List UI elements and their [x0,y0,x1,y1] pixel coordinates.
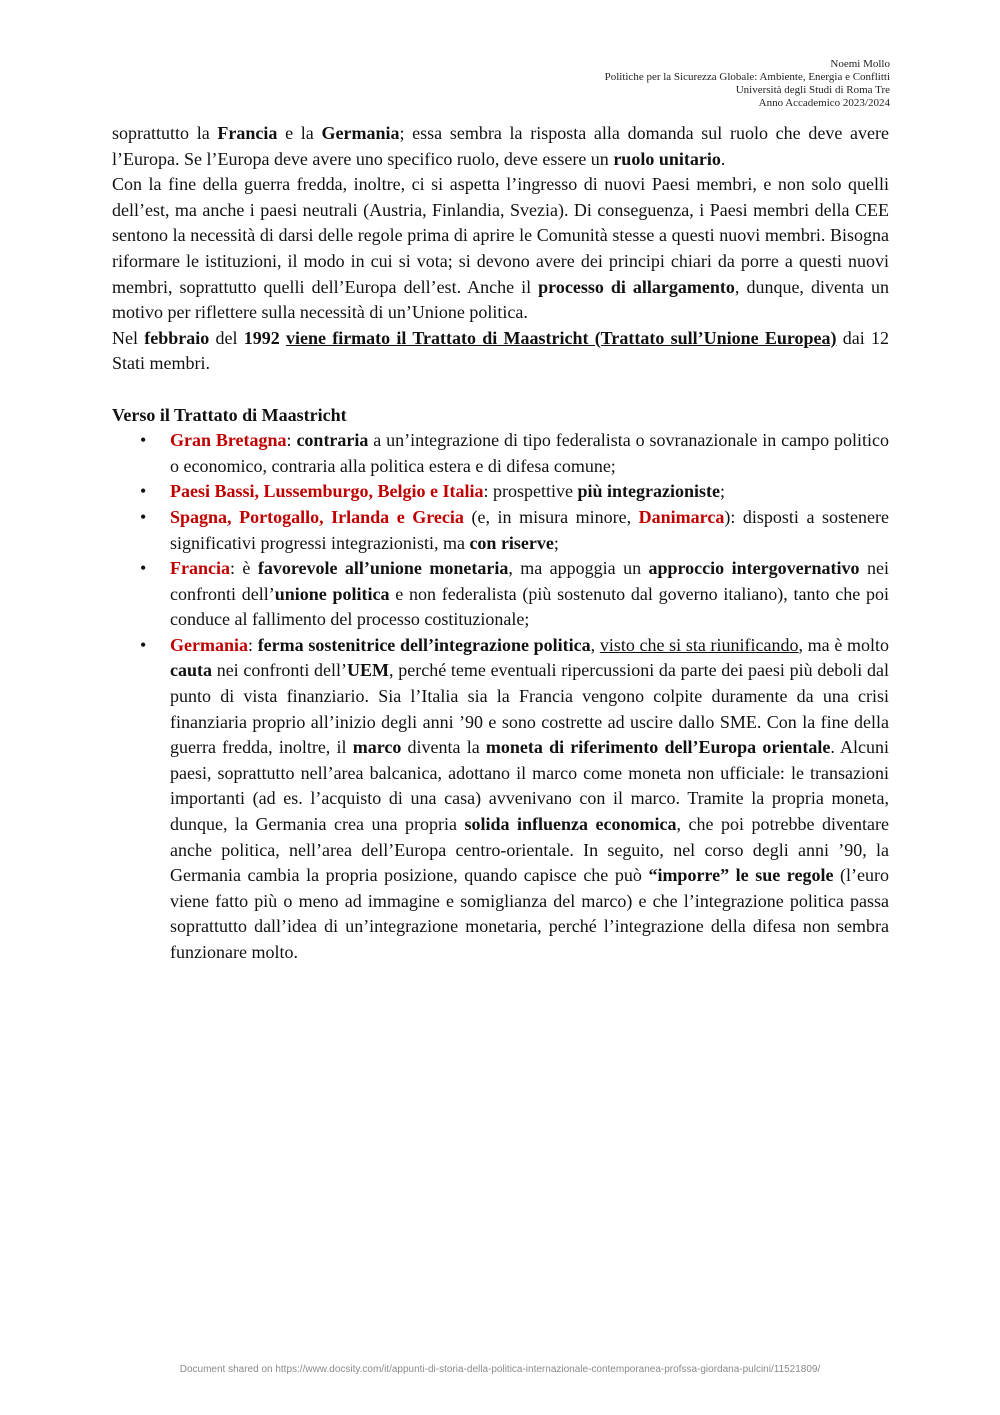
text-run: : è [230,558,258,579]
header-university: Università degli Studi di Roma Tre [735,84,890,96]
text-run: . Alcuni paesi, soprattutto nell’area balcanica, adottano il marco come moneta non ufficiale: le transazioni importanti (ad es. l’acquisto di una casa) avvenivano con il marco. Tramite la propria moneta, dunque, la Germania crea una propria [170,737,890,835]
header-author: Noemi Mollo [830,58,890,70]
paragraph-3 [112,326,889,377]
bold-run: UEM [347,660,390,681]
country-label: Francia [170,558,230,579]
document-body [112,121,889,966]
bold-run: solida influenza economica [464,814,677,835]
text-run: , [590,634,600,655]
text-run: nei confronti dell’ [170,558,889,604]
header-academic-year: Anno Accademico 2023/2024 [758,97,890,109]
bold-run: 1992 [243,327,280,348]
text-run: ; [720,481,726,502]
text-run: , dunque, diventa un motivo per riflettere sulla necessità di un’Unione politica. [112,276,889,323]
text-run: (l’euro viene fatto più o meno ad immagine e somiglianza del marco) e che l’integrazione politica passa soprattutto dall’idea di un’integrazione monetaria, perché l’integrazione della difesa non sembra funzionare molto. [170,865,889,962]
text-run: , che poi potrebbe diventare anche politica, nell’area dell’Europa centro-orientale. In seguito, nel corso degli anni ’90, la Germania cambia la propria posizione, quando capisce che può [170,814,890,886]
text-run: ): disposti a sostenere significativi progressi integrazionisti, ma [170,506,889,553]
text-run: , ma appoggia un [508,558,649,579]
bold-run: cauta [170,660,212,681]
text-run: Con la fine della guerra fredda, inoltre, ci si aspetta l’ingresso di nuovi Paesi membri, e non solo quelli dell’est, ma anche i paesi neutrali (Austria, Finlandia, Svezia). Di conseguenza, i Paesi membri della CEE sentono la necessità di darsi delle regole prima di aprire le Comunità stesse a questi nuovi membri. Bisogna riformare le istituzioni, il modo in cui si vota; si devono avere dei principi chiari da porre a questi nuovi membri, soprattutto quelli dell’Europa dell’est. Anche il [112,174,889,297]
country-label: Spagna, Portogallo, Irlanda e Grecia [170,506,464,527]
text-run: . [720,148,726,169]
text-run: ; essa sembra la risposta alla domanda sul ruolo che deve avere l’Europa. Se l’Europa deve avere uno specifico ruolo, deve essere un [112,123,889,169]
list-item [112,428,889,479]
country-label: Paesi Bassi, Lussemburgo, Belgio e Italia [170,481,484,502]
bold-run: più integrazioniste [577,481,720,502]
list-item [112,479,889,505]
underlined-bold-run: viene firmato il Trattato di Maastricht (Trattato sull’Unione Europea) [285,327,837,348]
bold-run: con riserve [469,532,554,553]
bold-run: processo di allargamento [538,276,735,297]
text-run: diventa la [401,737,486,758]
bold-run: Germania [321,123,400,143]
section-title: Verso il Trattato di Maastricht [112,404,347,425]
bold-run: Francia [217,123,278,143]
bold-run: ferma sostenitrice dell’integrazione politica [257,634,591,655]
text-run: e non federalista (più sostenuto dal governo italiano), tanto che poi conduce al fallimento del processo costituzionale; [170,583,890,630]
text-run: : prospettive [483,481,578,502]
underlined-run: visto che si sta riunificando [599,634,799,655]
bold-run: marco [352,737,402,758]
footer-source-link[interactable]: Document shared on https://www.docsity.com/it/appunti-di-storia-della-politica-internazionale-contemporanea-profssa-giordana-pulcini/11521809/ [179,1364,821,1375]
bold-run: favorevole all’unione monetaria [257,558,509,579]
bold-run: unione politica [274,583,390,604]
text-run: ; [553,532,559,553]
text-run: , ma è molto [798,634,889,655]
list-item [112,505,889,556]
bold-run: contraria [296,430,369,451]
bullet-list [112,428,889,965]
country-label: Germania [170,634,248,655]
bold-run: ruolo unitario [613,148,721,169]
text-run: del [209,327,244,348]
bold-run: approccio intergovernativo [648,558,860,579]
bold-run: febbraio [144,327,210,348]
text-run: Nel [112,327,145,348]
page-header [605,58,890,110]
text-run: e la [277,123,322,143]
header-course: Politiche per la Sicurezza Globale: Ambiente, Energia e Conflitti [604,71,890,83]
text-run: : [286,430,297,451]
country-label: Danimarca [638,506,725,527]
text-run: , perché teme eventuali ripercussioni da parte dei paesi più deboli dal punto di vista finanziario. Sia l’Italia sia la Francia vengono colpite duramente da una crisi finanziaria proprio all’inizio degli anni ’90 e sono costrette ad uscire dallo SME. Con la fine della guerra fredda, inoltre, il [170,660,889,758]
text-run: a un’integrazione di tipo federalista o sovranazionale in campo politico o economico, contraria alla politica estera e di difesa comune; [170,430,889,476]
country-label: Gran Bretagna [170,430,287,451]
paragraph-2 [112,172,889,326]
text-run: (e, in misura minore, [463,506,639,527]
text-run: nei confronti dell’ [212,660,348,681]
paragraph-1 [112,121,889,172]
text-run: dai 12 Stati membri. [112,327,889,374]
text-run: soprattutto la [112,123,218,143]
list-item [112,633,889,966]
bold-run: “imporre” le sue regole [648,865,834,886]
text-run: : [248,634,258,655]
bold-run: moneta di riferimento dell’Europa orientale [485,737,831,758]
list-item [112,556,889,633]
